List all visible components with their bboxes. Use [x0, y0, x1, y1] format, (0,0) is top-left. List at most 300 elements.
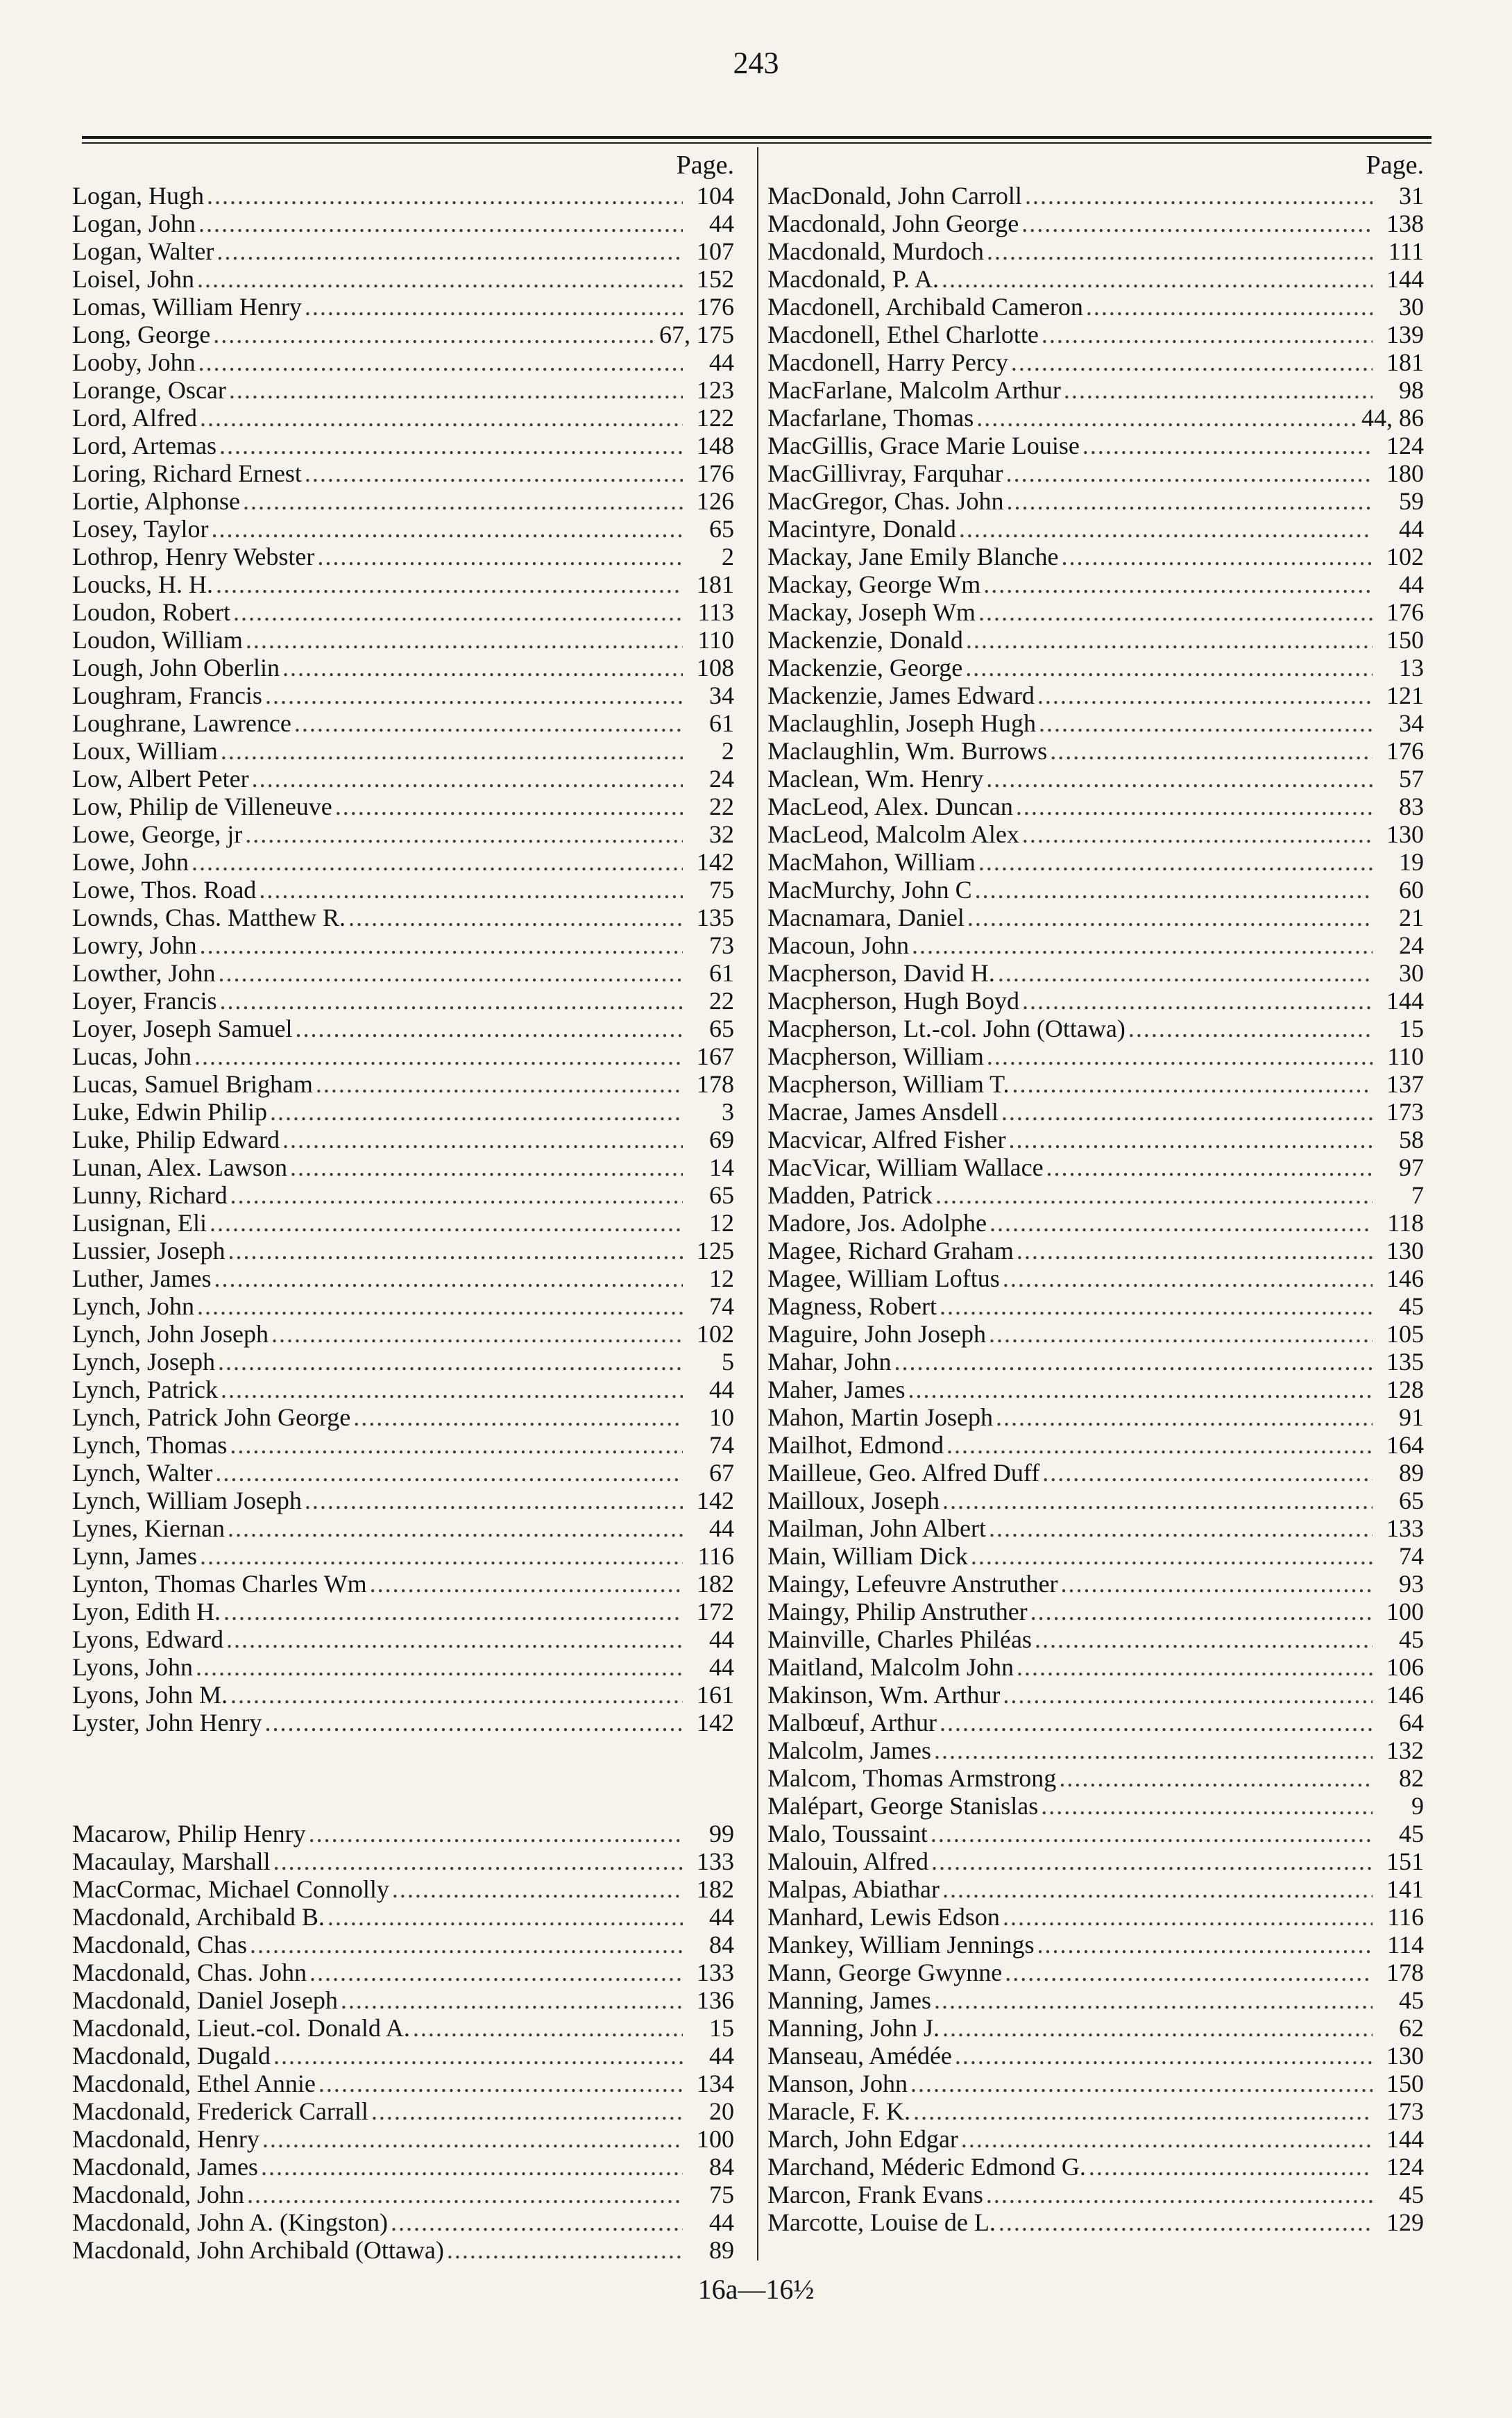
entry-page-number: 69 [709, 1126, 734, 1153]
entry-page-number: 84 [709, 1931, 734, 1959]
leader-dots [371, 2097, 683, 2125]
leader-dots [233, 598, 683, 626]
index-entry [72, 404, 738, 432]
entry-page-number: 176 [697, 459, 734, 487]
index-entry [72, 737, 738, 765]
index-entry [767, 904, 1428, 931]
index-entry [767, 1431, 1428, 1459]
entry-name: Manseau, Amédée [767, 2042, 952, 2070]
entry-name: Mackenzie, James Edward [767, 682, 1035, 709]
entry-name: Loyer, Joseph Samuel [72, 1015, 293, 1042]
leader-dots [341, 1986, 683, 2014]
index-entry [72, 987, 738, 1015]
section-gap [72, 1736, 738, 1820]
entry-name: Macpherson, William T. [767, 1070, 1010, 1098]
leader-dots [1035, 1625, 1373, 1653]
entry-page-number: 133 [1386, 1514, 1424, 1542]
entry-page-number: 65 [709, 515, 734, 543]
entry-name: Macdonald, Chas [72, 1931, 247, 1959]
entry-page-number: 142 [697, 1487, 734, 1514]
index-entry [767, 1820, 1428, 1848]
entry-page-number: 10 [709, 1403, 734, 1431]
index-entry [72, 543, 738, 570]
entry-name: Low, Philip de Villeneuve [72, 793, 332, 820]
leader-dots [942, 1487, 1373, 1514]
leader-dots [1021, 210, 1373, 237]
entry-page-number: 135 [1386, 1348, 1424, 1376]
index-entry [767, 237, 1428, 265]
entry-page-number: 104 [697, 182, 734, 210]
leader-dots [1061, 1570, 1373, 1598]
leader-dots [197, 1292, 683, 1320]
leader-dots [989, 1320, 1373, 1348]
index-entry [767, 1792, 1428, 1820]
entry-page-number: 65 [1399, 1487, 1424, 1514]
entry-name: Lunny, Richard [72, 1181, 228, 1209]
index-entry [767, 1126, 1428, 1153]
entry-page-number: 137 [1386, 1070, 1424, 1098]
entry-page-number: 45 [1399, 1986, 1424, 2014]
entry-name: Lussier, Joseph [72, 1237, 226, 1265]
leader-dots [192, 848, 683, 876]
entry-page-number: 111 [1388, 237, 1424, 265]
index-entry [767, 931, 1428, 959]
index-entry [767, 1042, 1428, 1070]
leader-dots [194, 1042, 683, 1070]
entry-page-number: 99 [709, 1820, 734, 1848]
entry-page-number: 59 [1399, 487, 1424, 515]
entry-name: Lortie, Alphonse [72, 487, 240, 515]
leader-dots [1008, 1126, 1373, 1153]
entry-page-number: 148 [697, 432, 734, 459]
index-entry [72, 959, 738, 987]
leader-dots [999, 2208, 1373, 2236]
leader-dots [273, 2042, 683, 2070]
entry-name: Magee, Richard Graham [767, 1237, 1014, 1265]
index-entry [767, 265, 1428, 293]
entry-name: Marchand, Méderic Edmond G. [767, 2153, 1086, 2181]
leader-dots [221, 737, 683, 765]
leader-dots [971, 1542, 1373, 1570]
entry-page-number: 19 [1399, 848, 1424, 876]
leader-dots [230, 1681, 683, 1709]
entry-name: Marcotte, Louise de L. [767, 2208, 996, 2236]
entry-name: Lowe, Thos. Road [72, 876, 257, 904]
entry-page-number: 123 [697, 376, 734, 404]
entry-page-number: 45 [1399, 1625, 1424, 1653]
entry-name: Macdonald, Henry [72, 2125, 260, 2153]
index-entry [72, 1237, 738, 1265]
entry-page-number: 146 [1386, 1681, 1424, 1709]
entry-name: Mailloux, Joseph [767, 1487, 940, 1514]
leader-dots [1042, 1459, 1373, 1487]
index-entry [767, 515, 1428, 543]
entry-name: Macdonald, Frederick Carrall [72, 2097, 368, 2125]
index-entry [72, 1098, 738, 1126]
entry-page-number: 133 [697, 1848, 734, 1875]
entry-page-number: 34 [709, 682, 734, 709]
index-entry [767, 1181, 1428, 1209]
entry-page-number: 44 [709, 2042, 734, 2070]
index-entry [767, 2208, 1428, 2236]
leader-dots [447, 2236, 683, 2264]
entry-page-number: 60 [1399, 876, 1424, 904]
signature-mark: 16a—16½ [697, 2274, 815, 2305]
index-entry [767, 654, 1428, 682]
leader-dots [966, 626, 1373, 654]
leader-dots [211, 515, 683, 543]
entry-name: Mackay, Jane Emily Blanche [767, 543, 1059, 570]
leader-dots [965, 654, 1373, 682]
leader-dots [262, 2125, 683, 2153]
entry-page-number: 45 [1399, 2181, 1424, 2208]
entry-page-number: 130 [1386, 1237, 1424, 1265]
entry-name: Malouin, Alfred [767, 1848, 928, 1875]
entry-name: Mailman, John Albert [767, 1514, 986, 1542]
entry-page-number: 89 [1399, 1459, 1424, 1487]
entry-name: Lusignan, Eli [72, 1209, 207, 1237]
entry-page-number: 91 [1399, 1403, 1424, 1431]
entry-name: MacMurchy, John C [767, 876, 972, 904]
entry-page-number: 20 [709, 2097, 734, 2125]
leader-dots [1022, 987, 1373, 1015]
index-entry [767, 321, 1428, 348]
index-entry [767, 404, 1428, 432]
entry-name: Maguire, John Joseph [767, 1320, 986, 1348]
leader-dots [294, 709, 683, 737]
index-entry [72, 1903, 738, 1931]
leader-dots [200, 404, 683, 432]
leader-dots [1030, 1598, 1373, 1625]
entry-name: Maitland, Malcolm John [767, 1653, 1014, 1681]
index-entry [72, 1459, 738, 1487]
index-entry [767, 1931, 1428, 1959]
leader-dots [975, 876, 1373, 904]
entry-page-number: 144 [1386, 265, 1424, 293]
entry-name: Loux, William [72, 737, 218, 765]
entry-name: Macdonald, Chas. John [72, 1959, 307, 1986]
entry-page-number: 141 [1386, 1875, 1424, 1903]
leader-dots [318, 2070, 683, 2097]
index-entry [767, 1265, 1428, 1292]
leader-dots [1082, 432, 1373, 459]
index-entry [767, 1153, 1428, 1181]
leader-dots [987, 237, 1373, 265]
entry-name: Mackenzie, Donald [767, 626, 963, 654]
entry-page-number: 45 [1399, 1292, 1424, 1320]
entry-page-number: 44 [709, 348, 734, 376]
entry-name: Lomas, William Henry [72, 293, 302, 321]
entry-page-number: 12 [709, 1265, 734, 1292]
entry-name: Makinson, Wm. Arthur [767, 1681, 1001, 1709]
entry-page-number: 22 [709, 793, 734, 820]
entry-name: Macdonald, John [72, 2181, 244, 2208]
entry-page-number: 45 [1399, 1820, 1424, 1848]
index-entry [72, 1292, 738, 1320]
entry-name: March, John Edgar [767, 2125, 958, 2153]
entry-name: Mackay, Joseph Wm [767, 598, 976, 626]
entry-name: Lyons, Edward [72, 1625, 223, 1653]
index-entry [767, 1959, 1428, 1986]
header-rule-thin [82, 142, 1432, 144]
page-number: 243 [733, 46, 779, 80]
entry-page-number: 150 [1386, 2070, 1424, 2097]
entry-name: Lucas, Samuel Brigham [72, 1070, 313, 1098]
entry-name: Manson, John [767, 2070, 908, 2097]
leader-dots [413, 2014, 683, 2042]
index-entry [767, 543, 1428, 570]
entry-name: Logan, Walter [72, 237, 214, 265]
index-entry [72, 2014, 738, 2042]
entry-page-number: 44 [709, 1653, 734, 1681]
entry-name: Macpherson, Hugh Boyd [767, 987, 1019, 1015]
index-entry [72, 1015, 738, 1042]
entry-page-number: 134 [697, 2070, 734, 2097]
index-entry [72, 1598, 738, 1625]
index-entry [767, 682, 1428, 709]
entry-page-number: 21 [1399, 904, 1424, 931]
entry-page-number: 57 [1399, 765, 1424, 793]
entry-name: MacGregor, Chas. John [767, 487, 1004, 515]
entry-page-number: 118 [1387, 1209, 1424, 1237]
entry-name: Madore, Jos. Adolphe [767, 1209, 987, 1237]
leader-dots [265, 1709, 683, 1736]
index-entry [72, 2153, 738, 2181]
entry-name: Loughram, Francis [72, 682, 262, 709]
entry-name: Lynch, Patrick John George [72, 1403, 351, 1431]
index-entry [72, 1625, 738, 1653]
leader-dots [270, 1098, 683, 1126]
index-entry [767, 765, 1428, 793]
leader-dots [215, 1459, 683, 1487]
entry-name: Losey, Taylor [72, 515, 209, 543]
entry-name: MacCormac, Michael Connolly [72, 1875, 389, 1903]
leader-dots [1016, 793, 1373, 820]
entry-page-number: 58 [1399, 1126, 1424, 1153]
index-entry-list [767, 182, 1428, 2236]
index-entry [72, 709, 738, 737]
entry-name: Lord, Artemas [72, 432, 216, 459]
entry-page-number: 176 [1386, 737, 1424, 765]
leader-dots [309, 1959, 683, 1986]
index-entry [767, 1015, 1428, 1042]
page-column-header: Page. [676, 151, 734, 180]
entry-page-number: 13 [1399, 654, 1424, 682]
leader-dots [200, 1542, 683, 1570]
leader-dots [946, 1431, 1373, 1459]
index-entry [72, 1265, 738, 1292]
leader-dots [273, 1848, 683, 1875]
index-entry [72, 1209, 738, 1237]
entry-name: Lynch, Thomas [72, 1431, 228, 1459]
index-entry [72, 1376, 738, 1403]
index-entry [72, 820, 738, 848]
entry-name: Luther, James [72, 1265, 212, 1292]
leader-dots [959, 515, 1373, 543]
entry-name: Macpherson, David H. [767, 959, 995, 987]
entry-page-number: 44 [1399, 515, 1424, 543]
index-entry [767, 2097, 1428, 2125]
leader-dots [1050, 737, 1373, 765]
leader-dots [200, 931, 683, 959]
index-entry [767, 1681, 1428, 1709]
entry-name: Low, Albert Peter [72, 765, 249, 793]
leader-dots [197, 265, 683, 293]
entry-page-number: 102 [1386, 543, 1424, 570]
entry-name: Macdonald, P. A. [767, 265, 939, 293]
leader-dots [942, 265, 1373, 293]
leader-dots [214, 1265, 683, 1292]
entry-name: Macdonald, John George [767, 210, 1019, 237]
leader-dots [290, 1153, 683, 1181]
entry-page-number: 30 [1399, 293, 1424, 321]
entry-name: Macdonell, Ethel Charlotte [767, 321, 1039, 348]
entry-name: Loring, Richard Ernest [72, 459, 302, 487]
leader-dots [1001, 1098, 1373, 1126]
entry-name: Loughrane, Lawrence [72, 709, 291, 737]
leader-dots [940, 1292, 1373, 1320]
entry-page-number: 12 [709, 1209, 734, 1237]
index-entry [72, 459, 738, 487]
index-entry [72, 293, 738, 321]
leader-dots [219, 432, 683, 459]
leader-dots [940, 1709, 1373, 1736]
entry-name: Main, William Dick [767, 1542, 968, 1570]
index-entry [72, 876, 738, 904]
entry-name: Macarow, Philip Henry [72, 1820, 306, 1848]
index-column-left [72, 149, 738, 2264]
leader-dots [243, 487, 683, 515]
leader-dots [282, 654, 683, 682]
index-entry [72, 654, 738, 682]
index-entry-list [72, 182, 738, 2264]
entry-name: Mahar, John [767, 1348, 892, 1376]
entry-page-number: 180 [1386, 459, 1424, 487]
entry-page-number: 167 [697, 1042, 734, 1070]
leader-dots [392, 1875, 683, 1903]
entry-page-number: 144 [1386, 987, 1424, 1015]
entry-name: Malpas, Abiathar [767, 1875, 940, 1903]
entry-name: Mailhot, Edmond [767, 1431, 944, 1459]
entry-page-number: 146 [1386, 1265, 1424, 1292]
leader-dots [317, 543, 683, 570]
index-entry [767, 1875, 1428, 1903]
entry-page-number: 31 [1399, 182, 1424, 210]
leader-dots [912, 931, 1373, 959]
entry-page-number: 181 [697, 570, 734, 598]
leader-dots [223, 1598, 683, 1625]
entry-name: Malcolm, James [767, 1736, 931, 1764]
entry-page-number: 151 [1386, 1848, 1424, 1875]
leader-dots [282, 1126, 683, 1153]
entry-page-number: 128 [1386, 1376, 1424, 1403]
index-entry [767, 1542, 1428, 1570]
entry-page-number: 14 [709, 1153, 734, 1181]
leader-dots [1062, 543, 1373, 570]
index-entry [72, 348, 738, 376]
entry-page-number: 144 [1386, 2125, 1424, 2153]
index-entry [72, 515, 738, 543]
entry-name: Manhard, Lewis Edson [767, 1903, 1000, 1931]
entry-page-number: 74 [709, 1292, 734, 1320]
leader-dots [1059, 1764, 1373, 1792]
entry-page-number: 130 [1386, 820, 1424, 848]
entry-page-number: 15 [709, 2014, 734, 2042]
entry-name: Loudon, William [72, 626, 243, 654]
entry-name: Malcom, Thomas Armstrong [767, 1764, 1057, 1792]
leader-dots [1086, 293, 1373, 321]
index-entry [767, 1376, 1428, 1403]
entry-page-number: 150 [1386, 626, 1424, 654]
entry-name: Luke, Philip Edward [72, 1126, 280, 1153]
entry-page-number: 64 [1399, 1709, 1424, 1736]
leader-dots [942, 1875, 1373, 1903]
entry-name: Lynch, John Joseph [72, 1320, 269, 1348]
entry-name: Macintyre, Donald [767, 515, 956, 543]
entry-name: MacLeod, Alex. Duncan [767, 793, 1013, 820]
entry-page-number: 122 [697, 404, 734, 432]
leader-dots [913, 2097, 1373, 2125]
entry-page-number: 173 [1386, 2097, 1424, 2125]
index-entry [72, 1681, 738, 1709]
entry-page-number: 124 [1386, 2153, 1424, 2181]
entry-page-number: 67 [709, 1459, 734, 1487]
entry-name: MacGillis, Grace Marie Louise [767, 432, 1080, 459]
entry-page-number: 164 [1386, 1431, 1424, 1459]
header-rule-thick [82, 136, 1432, 139]
entry-page-number: 178 [1386, 1959, 1424, 1986]
entry-page-number: 108 [697, 654, 734, 682]
index-entry [767, 2014, 1428, 2042]
leader-dots [910, 2070, 1373, 2097]
entry-page-number: 82 [1399, 1764, 1424, 1792]
index-entry [767, 210, 1428, 237]
entry-page-number: 142 [697, 848, 734, 876]
index-entry [72, 1570, 738, 1598]
leader-dots [228, 1514, 683, 1542]
entry-name: Lucas, John [72, 1042, 192, 1070]
entry-name: Maclaughlin, Joseph Hugh [767, 709, 1036, 737]
leader-dots [976, 404, 1359, 432]
entry-page-number: 62 [1399, 2014, 1424, 2042]
entry-name: Lough, John Oberlin [72, 654, 280, 682]
index-entry [767, 1764, 1428, 1792]
entry-name: Macdonell, Harry Percy [767, 348, 1008, 376]
leader-dots [989, 1514, 1373, 1542]
entry-name: Maracle, F. K. [767, 2097, 911, 2125]
entry-page-number: 161 [697, 1681, 734, 1709]
leader-dots [1006, 459, 1373, 487]
entry-page-number: 67, 175 [659, 321, 734, 348]
entry-name: MacDonald, John Carroll [767, 182, 1022, 210]
entry-name: Manning, James [767, 1986, 931, 2014]
leader-dots [1022, 820, 1373, 848]
entry-page-number: 44 [709, 1514, 734, 1542]
index-entry [767, 1986, 1428, 2014]
entry-page-number: 110 [697, 626, 734, 654]
entry-page-number: 178 [697, 1070, 734, 1098]
entry-page-number: 44 [709, 1903, 734, 1931]
index-entry [72, 570, 738, 598]
entry-name: MacFarlane, Malcolm Arthur [767, 376, 1061, 404]
index-entry [767, 1320, 1428, 1348]
index-entry [72, 1431, 738, 1459]
index-entry [72, 1514, 738, 1542]
entry-page-number: 113 [697, 598, 734, 626]
leader-dots [296, 1015, 683, 1042]
entry-page-number: 44 [1399, 570, 1424, 598]
index-entry [72, 2208, 738, 2236]
